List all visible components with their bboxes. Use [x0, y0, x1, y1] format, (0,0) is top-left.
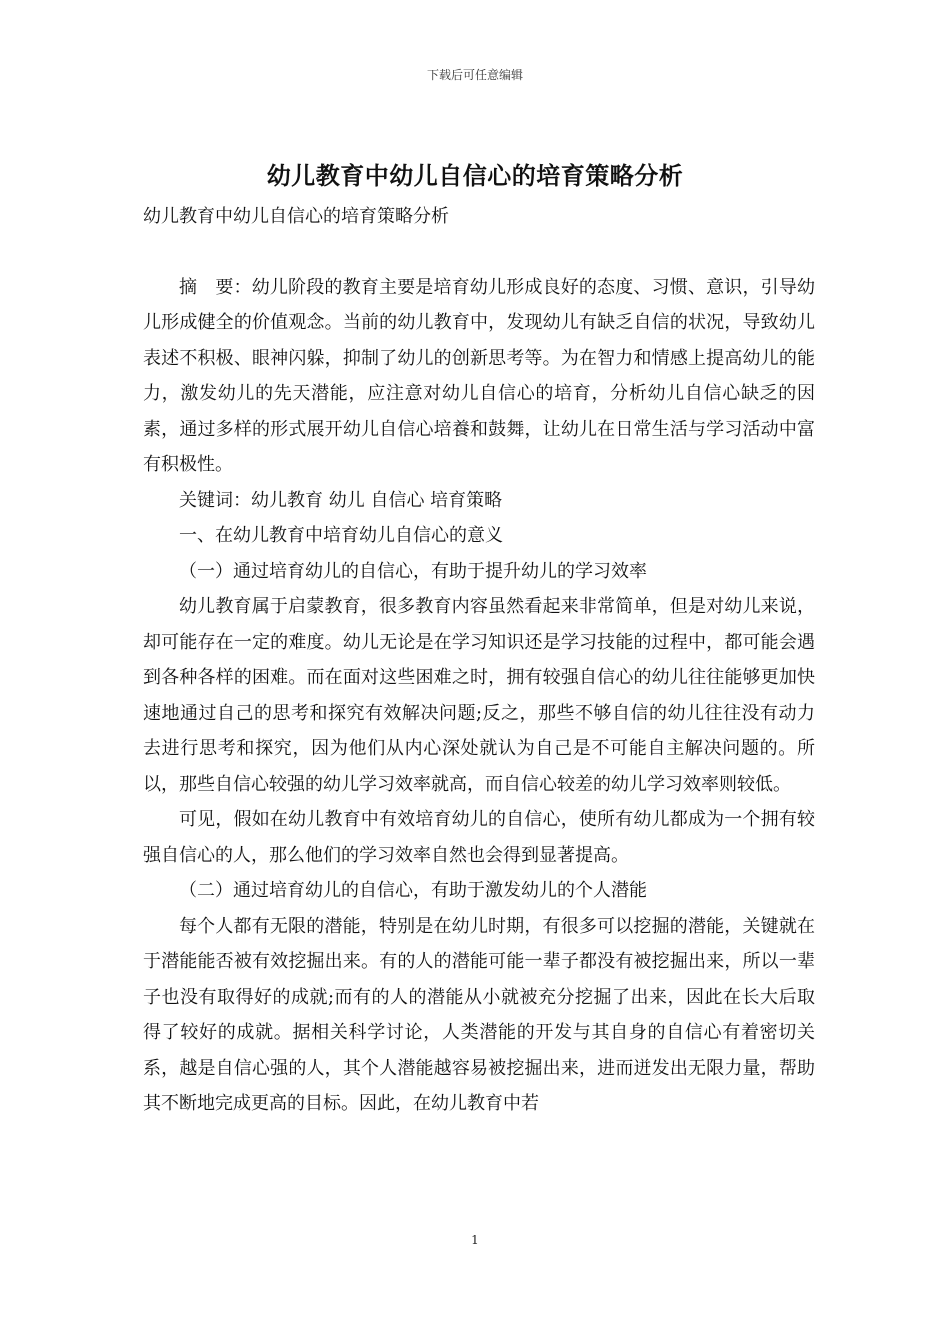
- document-body: [143, 199, 815, 1122]
- blank-line: [143, 235, 815, 270]
- subsection-heading-1-2: （二）通过培育幼儿的自信心，有助于激发幼儿的个人潜能: [179, 880, 647, 901]
- document-subtitle: 幼儿教育中幼儿自信心的培育策略分析: [143, 206, 449, 227]
- section-heading-1: 一、在幼儿教育中培育幼儿自信心的意义: [179, 525, 503, 546]
- body-paragraph: 可见，假如在幼儿教育中有效培育幼儿的自信心，使所有幼儿都成为一个拥有较强自信心的人，那么他们的学习效率自然也会得到显著提高。: [143, 809, 815, 866]
- page-number: 1: [471, 1233, 479, 1247]
- body-paragraph: 每个人都有无限的潜能，特别是在幼儿时期，有很多可以挖掘的潜能，关键就在于潜能能否被有效挖掘出来。有的人的潜能可能一辈子都没有被挖掘出来，所以一辈子也没有取得好的成就;而有的人的潜能从小就被充分挖掘了出来，因此在长大后取得了较好的成就。据相关科学讨论，人类潜能的开发与其自身的自信心有着密切关系，越是自信心强的人，其个人潜能越容易被挖掘出来，进而迸发出无限力量，帮助其不断地完成更高的目标。因此，在幼儿教育中若: [143, 915, 815, 1114]
- abstract-paragraph: 摘 要：幼儿阶段的教育主要是培育幼儿形成良好的态度、习惯、意识，引导幼儿形成健全的价值观念。当前的幼儿教育中，发现幼儿有缺乏自信的状况，导致幼儿表述不积极、眼神闪躲，抑制了幼儿的创新思考等。为在智力和情感上提高幼儿的能力，激发幼儿的先天潜能，应注意对幼儿自信心的培育，分析幼儿自信心缺乏的因素，通过多样的形式展开幼儿自信心培養和鼓舞，让幼儿在日常生活与学习活动中富有积极性。: [143, 276, 815, 475]
- keywords-line: 关键词：幼儿教育 幼儿 自信心 培育策略: [179, 489, 503, 511]
- page-header-note: 下载后可任意编辑: [426, 68, 523, 82]
- body-paragraph: 幼儿教育属于启蒙教育，很多教育内容虽然看起来非常简单，但是对幼儿来说，却可能存在一定的难度。幼儿无论是在学习知识还是学习技能的过程中，都可能会遇到各种各样的困难。而在面对这些困难之时，拥有较强自信心的幼儿往往能够更加快速地通过自己的思考和探究有效解决问题;反之，那些不够自信的幼儿往往没有动力去进行思考和探究，因为他们从内心深处就认为自己是不可能自主解决问题的。所以，那些自信心较强的幼儿学习效率就高，而自信心较差的幼儿学习效率则较低。: [143, 596, 815, 795]
- document-title: 幼儿教育中幼儿自信心的培育策略分析: [266, 161, 684, 190]
- subsection-heading-1-1: （一）通过培育幼儿的自信心，有助于提升幼儿的学习效率: [179, 560, 647, 582]
